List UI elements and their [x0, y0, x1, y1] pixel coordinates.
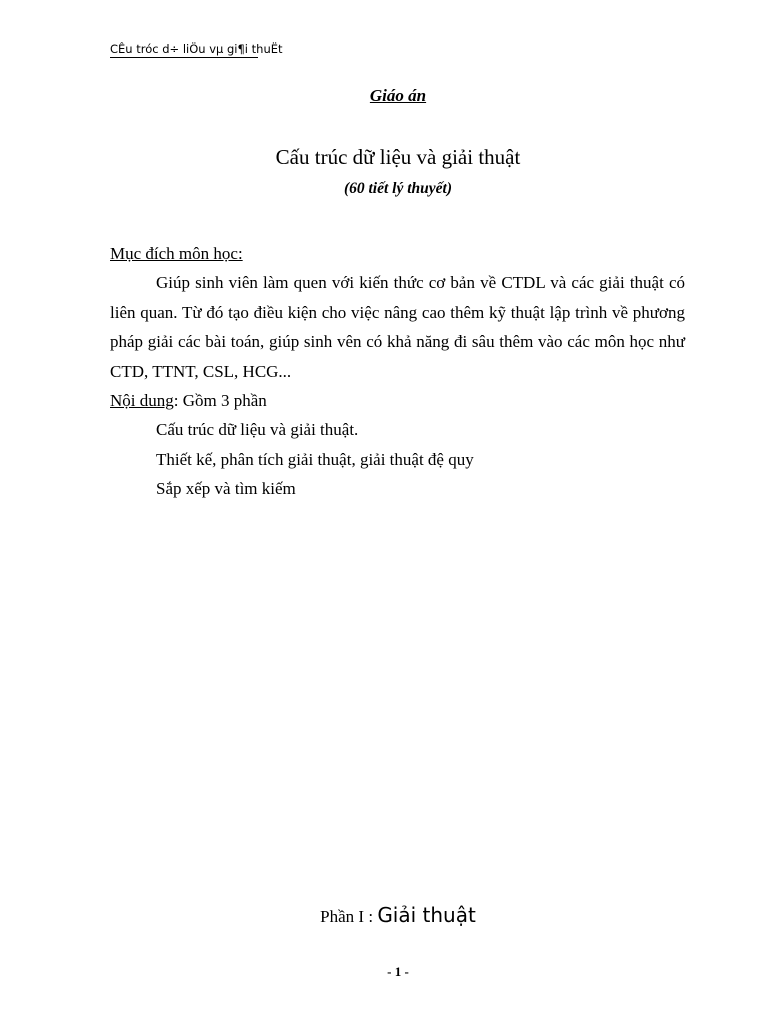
content-list [156, 415, 474, 504]
part-title: Giải thuật [377, 903, 476, 927]
content-heading-line [110, 386, 685, 416]
document-title: Cấu trúc dữ liệu và giải thuật [275, 145, 521, 169]
page-number: - 1 - [387, 964, 409, 979]
document-subtitle: (60 tiết lý thuyết) [343, 180, 453, 197]
purpose-heading-line [110, 239, 685, 269]
content-heading: Nội dung [110, 391, 174, 410]
purpose-paragraph: Giúp sinh viên làm quen với kiến thức cơ bản về CTDL và các giải thuật có liên quan. Từ đó tạo điều kiện cho việc nâng cao thêm kỹ thuật lập trình về phương pháp giải các bài toán, giúp sinh vên có khả năng đi sâu thêm vào các môn học như CTD, TTNT, CSL, HCG... [110, 273, 685, 381]
content-summary: : Gồm 3 phần [173, 391, 267, 410]
content-item: Sắp xếp và tìm kiếm [156, 479, 296, 498]
document-label: Giáo án [369, 86, 427, 105]
content-item: Cấu trúc dữ liệu và giải thuật. [156, 420, 359, 439]
part-heading [0, 903, 768, 927]
purpose-heading: Mục đích môn học: [110, 244, 243, 263]
content-item: Thiết kế, phân tích giải thuật, giải thuật đệ quy [156, 449, 474, 469]
part-prefix: Phần I : [320, 907, 378, 926]
running-header: CÊu tróc d÷ liÖu vµ gi¶i thuËt [110, 42, 283, 56]
